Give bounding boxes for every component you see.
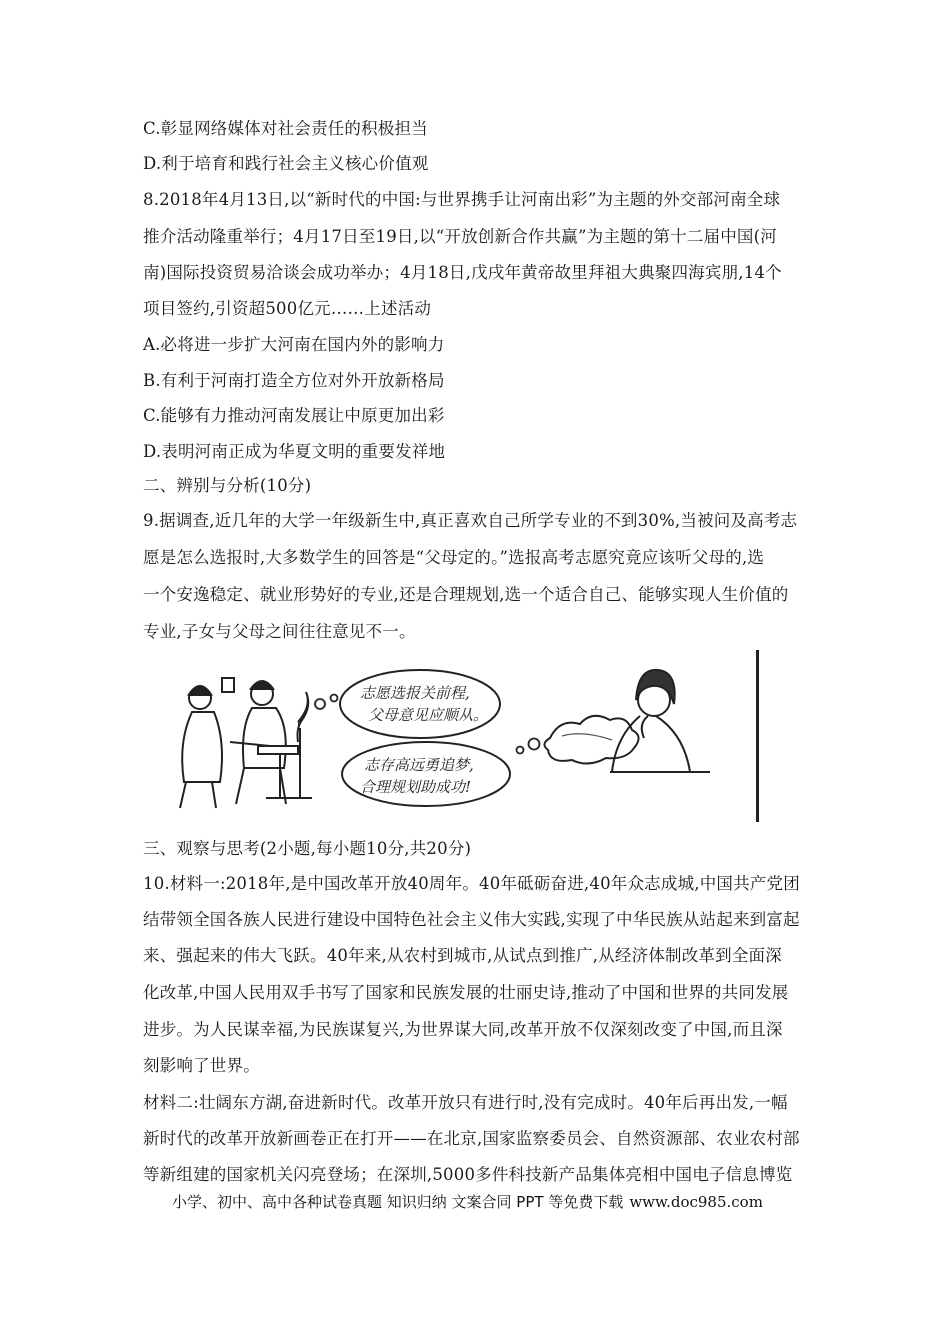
- thought-dot: [517, 747, 524, 754]
- speech-bubble-bottom: [342, 742, 510, 806]
- question-8-line-4: 项目签约,引资超500亿元……上述活动: [143, 299, 432, 318]
- bubble-top-line-1: 志愿选报关前程,: [360, 684, 470, 702]
- footer-banner: [172, 1192, 763, 1212]
- option-c-q7: C.彰显网络媒体对社会责任的积极担当: [143, 119, 428, 138]
- question-10-line-6: 刻影响了世界。: [143, 1056, 260, 1075]
- option-b-q8: B.有利于河南打造全方位对外开放新格局: [143, 371, 445, 390]
- question-8-line-3: 南)国际投资贸易洽谈会成功举办；4月18日,戊戌年黄帝故里拜祖大典聚四海宾朋,14个: [143, 263, 782, 282]
- question-8-line-2: 推介活动隆重举行；4月17日至19日,以“开放创新合作共赢”为主题的第十二届中国(河: [143, 227, 777, 246]
- option-d-q8: D.表明河南正成为华夏文明的重要发祥地: [143, 442, 446, 461]
- parents-figure: [180, 678, 312, 808]
- question-10-line-4: 化改革,中国人民用双手书写了国家和民族发展的壮丽史诗,推动了中国和世界的共同发展: [143, 983, 789, 1002]
- section-3-heading: 三、观察与思考(2小题,每小题10分,共20分): [143, 839, 472, 858]
- question-10-line-5: 进步。为人民谋幸福,为民族谋复兴,为世界谋大同,改革开放不仅深刻改变了中国,而且深: [143, 1020, 783, 1039]
- speech-bubble-top: [340, 670, 500, 738]
- question-9-line-3: 一个安逸稳定、就业形势好的专业,还是合理规划,选一个适合自己、能够实现人生价值的: [143, 585, 789, 604]
- question-9-line-1: 9.据调查,近几年的大学一年级新生中,真正喜欢自己所学专业的不到30%,当被问及高考志: [143, 511, 798, 530]
- question-8-line-1: 8.2018年4月13日,以“新时代的中国:与世界携手让河南出彩”为主题的外交部河南全球: [143, 190, 781, 209]
- thought-dot: [529, 739, 540, 750]
- question-9-line-4: 专业,子女与父母之间往往意见不一。: [143, 622, 416, 641]
- thought-dot: [331, 695, 338, 702]
- question-10-line-2: 结带领全国各族人民进行建设中国特色社会主义伟大实践,实现了中华民族从站起来到富起: [143, 910, 800, 929]
- option-c-q8: C.能够有力推动河南发展让中原更加出彩: [143, 406, 445, 425]
- question-9-line-2: 愿是怎么选报时,大多数学生的回答是“父母定的。”选报高考志愿究竟应该听父母的,选: [143, 548, 765, 567]
- thought-dot: [315, 699, 325, 709]
- material-2-line-2: 新时代的改革开放新画卷正在打开——在北京,国家监察委员会、自然资源部、农业农村部: [143, 1129, 800, 1148]
- bubble-bottom-line-2: 合理规划助成功!: [360, 778, 472, 796]
- material-2-line-3: 等新组建的国家机关闪亮登场；在深圳,5000多件科技新产品集体亮相中国电子信息博览: [143, 1165, 793, 1184]
- dream-cloud: [544, 716, 638, 764]
- bubble-top-line-2: 父母意见应顺从。: [368, 706, 489, 724]
- footer-text: 小学、初中、高中各种试卷真题 知识归纳 文案合同 PPT 等免费下载: [172, 1193, 624, 1211]
- material-2-line-1: 材料二:壮阔东方湖,奋进新时代。改革开放只有进行时,没有完成时。40年后再出发,一幅: [143, 1093, 788, 1112]
- option-a-q8: A.必将进一步扩大河南在国内外的影响力: [143, 335, 445, 354]
- question-10-line-3: 来、强起来的伟大飞跃。40年来,从农村到城市,从试点到推广,从经济体制改革到全面深: [143, 946, 782, 965]
- question-10-line-1: 10.材料一:2018年,是中国改革开放40周年。40年砥砺奋进,40年众志成城,中国共产党团: [143, 874, 800, 893]
- vertical-rule: [756, 650, 759, 822]
- cartoon-illustration: [170, 646, 770, 826]
- bubble-bottom-line-1: 志存高远勇追梦,: [364, 756, 474, 774]
- option-d-q7: D.利于培育和践行社会主义核心价值观: [143, 154, 429, 173]
- footer-url[interactable]: www.doc985.com: [629, 1193, 763, 1211]
- section-2-heading: 二、辨别与分析(10分): [143, 476, 312, 495]
